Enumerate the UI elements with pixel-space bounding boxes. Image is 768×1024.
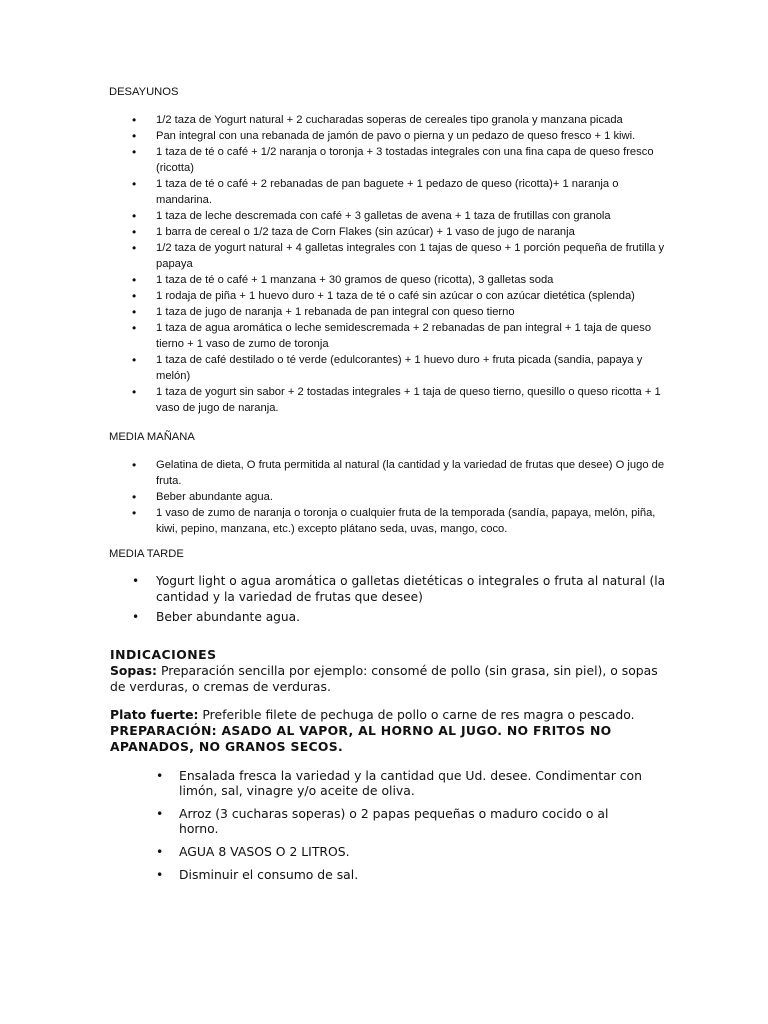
list-item: • AGUA 8 VASOS O 2 LITROS. [110,844,650,859]
plato-fuerte-label: Plato fuerte: [110,707,199,722]
sopas-paragraph [110,663,670,695]
list-item: • 1 taza de agua aromática o leche semidescremada + 2 rebanadas de pan integral + 1 taja de queso tierno + 1 vaso de zumo de toronja [109,320,669,352]
plato-fuerte-paragraph [110,707,670,723]
media-manana-list [109,457,669,537]
list-item: • 1 rodaja de piña + 1 huevo duro + 1 taza de té o café sin azúcar o con azúcar dietética (splenda) [109,288,669,304]
plato-fuerte-block [110,707,670,755]
plato-fuerte-text: Preferible filete de pechuga de pollo o carne de res magra o pescado. [202,707,635,722]
indicaciones-title: INDICACIONES [110,647,217,662]
list-item: • Yogurt light o agua aromática o galletas dietéticas o integrales o fruta al natural (la cantidad y la variedad de frutas que desee) [109,573,669,605]
list-item: • 1 taza de leche descremada con café + 3 galletas de avena + 1 taza de frutillas con granola [109,208,669,224]
indicaciones-list [110,768,650,890]
list-item: • Gelatina de dieta, O fruta permitida al natural (la cantidad y la variedad de frutas que desee) O jugo de fruta. [109,457,669,489]
section-heading-media-tarde: MEDIA TARDE [109,548,184,560]
list-item: • 1 taza de té o café + 1/2 naranja o toronja + 3 tostadas integrales con una fina capa de queso fresco (ricotta) [109,144,669,176]
list-item: • 1 taza de té o café + 2 rebanadas de pan baguete + 1 pedazo de queso (ricotta)+ 1 naranja o mandarina. [109,176,669,208]
sopas-text: Preparación sencilla por ejemplo: consomé de pollo (sin grasa, sin piel), o sopas de verduras, o cremas de verduras. [110,663,658,694]
section-heading-desayunos: DESAYUNOS [109,86,179,98]
indicaciones-header [110,647,670,695]
list-item: • 1 vaso de zumo de naranja o toronja o cualquier fruta de la temporada (sandía, papaya, melón, piña, kiwi, pepino, manzana, etc.) excepto plátano seda, uvas, mango, coco. [109,505,669,537]
list-item: • Beber abundante agua. [109,609,669,625]
section-heading-media-manana: MEDIA MAÑANA [109,431,195,443]
list-item: • 1 taza de yogurt sin sabor + 2 tostadas integrales + 1 taja de queso tierno, quesillo o queso ricotta + 1 vaso de jugo de naranja. [109,384,669,416]
list-item: • 1/2 taza de yogurt natural + 4 galletas integrales con 1 tajas de queso + 1 porción pequeña de frutilla y papaya [109,240,669,272]
list-item: • 1 taza de jugo de naranja + 1 rebanada de pan integral con queso tierno [109,304,669,320]
list-item: • 1 barra de cereal o 1/2 taza de Corn Flakes (sin azúcar) + 1 vaso de jugo de naranja [109,224,669,240]
list-item: • 1/2 taza de Yogurt natural + 2 cucharadas soperas de cereales tipo granola y manzana picada [109,112,669,128]
list-item: • Beber abundante agua. [109,489,669,505]
list-item: • Ensalada fresca la variedad y la cantidad que Ud. desee. Condimentar con limón, sal, vinagre y/o aceite de oliva. [110,768,650,798]
media-tarde-list [109,573,669,629]
list-item: • Arroz (3 cucharas soperas) o 2 papas pequeñas o maduro cocido o al horno. [110,806,650,836]
list-item: • Disminuir el consumo de sal. [110,867,650,882]
list-item: • 1 taza de té o café + 1 manzana + 30 gramos de queso (ricotta), 3 galletas soda [109,272,669,288]
desayunos-list [109,112,669,416]
preparacion-note: PREPARACIÓN: ASADO AL VAPOR, AL HORNO AL JUGO. NO FRITOS NO APANADOS, NO GRANOS SECOS. [110,723,612,754]
list-item: • 1 taza de café destilado o té verde (edulcorantes) + 1 huevo duro + fruta picada (sandia, papaya y melón) [109,352,669,384]
list-item: • Pan integral con una rebanada de jamón de pavo o pierna y un pedazo de queso fresco + 1 kiwi. [109,128,669,144]
sopas-label: Sopas: [110,663,157,678]
